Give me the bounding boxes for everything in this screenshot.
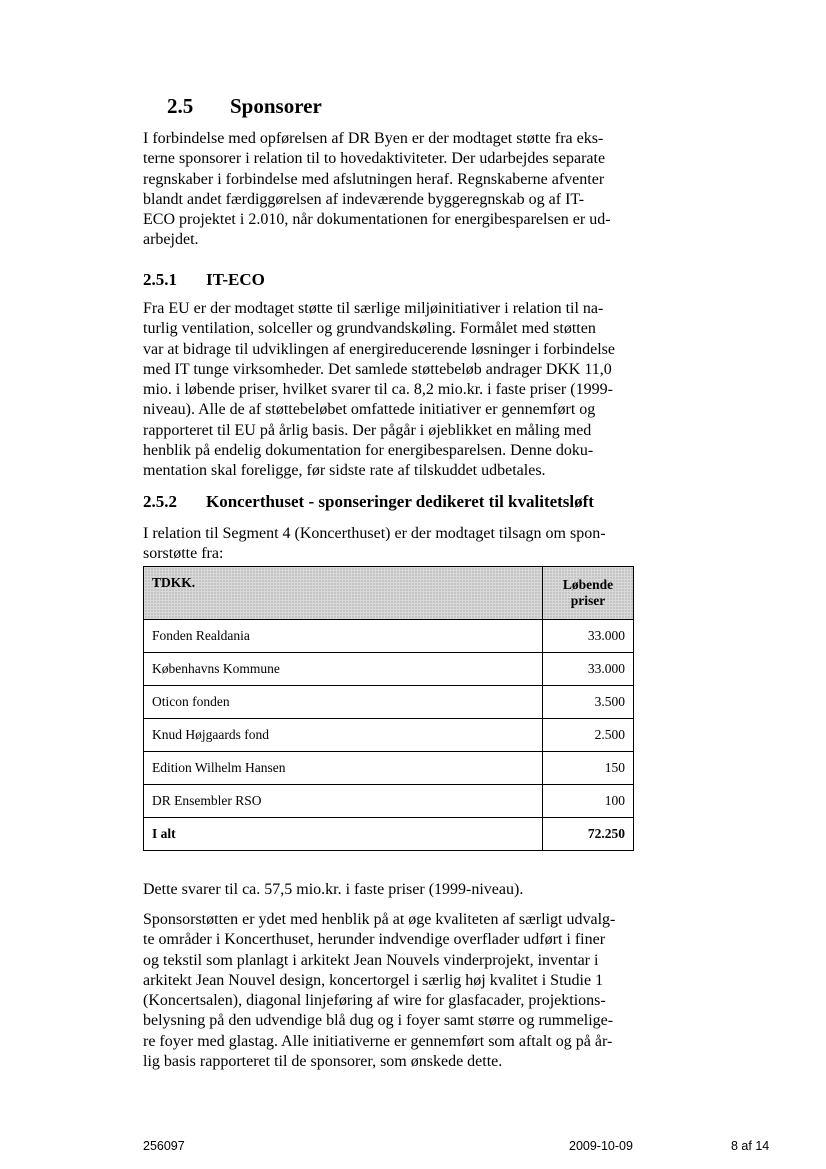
text-line: (Koncertsalen), diagonal linjeføring af wire for glasfacader, projektions- (143, 992, 606, 1010)
text-line: blandt andet færdiggørelsen af indeværende byggeregnskab og af IT- (143, 190, 585, 208)
text-line: I forbindelse med opførelsen af DR Byen er der modtaget støtte fra eks- (143, 130, 604, 147)
sponsor-name: DR Ensembler RSO (144, 785, 543, 818)
header-tdkk: TDKK. (144, 567, 543, 620)
table-header-row (144, 567, 634, 620)
header-value-line: Løbende (562, 577, 614, 592)
sponsor-amount: 3.500 (543, 686, 634, 719)
text-line: belysning på den udvendige blå dug og i foyer samt større og rummelige- (143, 1012, 614, 1030)
footer-doc-number: 256097 (143, 1139, 185, 1153)
table-row (144, 752, 634, 785)
sponsor-amount: 100 (543, 785, 634, 818)
sponsor-name: Oticon fonden (144, 686, 543, 719)
header-loebende-priser (543, 567, 634, 620)
koncerthuset-intro (143, 524, 643, 565)
total-label: I alt (144, 818, 543, 851)
subsection-title: Koncerthuset - sponseringer dedikeret til kvalitetsløft (206, 492, 594, 511)
text-line: var at bidrage til udviklingen af energireducerende løsninger i forbindelse (143, 340, 615, 358)
footer-page-number: 8 af 14 (731, 1139, 770, 1153)
section-heading (167, 94, 322, 119)
total-amount: 72.250 (543, 818, 634, 851)
text-line: re foyer med glastag. Alle initiativerne er gennemført som aftalt og på år- (143, 1032, 613, 1050)
text-line: lig basis rapporteret til de sponsorer, som ønskede dette. (143, 1053, 503, 1071)
subsection-number: 2.5.2 (143, 492, 177, 511)
table-row (144, 719, 634, 752)
sponsor-name: Københavns Kommune (144, 653, 543, 686)
sponsor-amount: 150 (543, 752, 634, 785)
subsection-heading-koncerthuset (143, 492, 594, 512)
text-line: I relation til Segment 4 (Koncerthuset) er der modtaget tilsagn om spon- (143, 525, 606, 542)
text-line: Sponsorstøtten er ydet med henblik på at øge kvaliteten af særligt udvalg- (143, 911, 616, 928)
text-line: Fra EU er der modtaget støtte til særlige miljøinitiativer i relation til na- (143, 300, 604, 317)
sponsor-amount: 33.000 (543, 620, 634, 653)
text-line: med IT tunge virksomheder. Det samlede støttebeløb andrager DKK 11,0 (143, 360, 612, 378)
text-line: mio. i løbende priser, hvilket svarer til ca. 8,2 mio.kr. i faste priser (1999- (143, 381, 613, 399)
closing-paragraph (143, 910, 643, 1072)
text-line: turlig ventilation, solceller og grundvandskøling. Formålet med støtten (143, 320, 596, 338)
header-value-line: priser (570, 593, 606, 608)
section-number: 2.5 (167, 94, 194, 118)
sponsor-table (143, 566, 634, 851)
text-line: terne sponsorer i relation til to hovedaktiviteter. Der udarbejdes separate (143, 150, 606, 168)
text-line: henblik på endelig dokumentation for energibesparelsen. Denne doku- (143, 442, 594, 460)
fixed-price-note (143, 880, 643, 900)
table-row (144, 785, 634, 818)
sponsor-amount: 33.000 (543, 653, 634, 686)
sponsor-name: Fonden Realdania (144, 620, 543, 653)
text-line: arbejdet. (143, 231, 199, 249)
table-row (144, 653, 634, 686)
sponsor-amount: 2.500 (543, 719, 634, 752)
text-line: sorstøtte fra: (143, 545, 224, 563)
text-line: og tekstil som planlagt i arkitekt Jean Nouvels vinderprojekt, inventar i (143, 951, 599, 969)
text-line: arkitekt Jean Nouvel design, koncertorgel i særlig høj kvalitet i Studie 1 (143, 971, 604, 989)
it-eco-paragraph (143, 299, 643, 482)
text-line: regnskaber i forbindelse med afslutningen heraf. Regnskaberne afventer (143, 170, 605, 188)
text-line: ECO projektet i 2.010, når dokumentationen for energibesparelsen er ud- (143, 211, 611, 229)
sponsor-name: Knud Højgaards fond (144, 719, 543, 752)
subsection-heading-it-eco (143, 270, 265, 290)
section-paragraph (143, 129, 643, 251)
text-line: mentation skal foreligge, før sidste rate af tilskuddet udbetales. (143, 462, 546, 480)
text-line: Dette svarer til ca. 57,5 mio.kr. i faste priser (1999-niveau). (143, 881, 524, 898)
text-line: rapporteret til EU på årlig basis. Der pågår i øjeblikket en måling med (143, 421, 592, 439)
subsection-title: IT-ECO (206, 270, 265, 289)
table-row (144, 620, 634, 653)
section-title: Sponsorer (230, 94, 322, 118)
footer-date: 2009-10-09 (569, 1139, 633, 1153)
sponsor-name: Edition Wilhelm Hansen (144, 752, 543, 785)
table-total-row (144, 818, 634, 851)
table-row (144, 686, 634, 719)
subsection-number: 2.5.1 (143, 270, 177, 289)
text-line: niveau). Alle de af støttebeløbet omfattede initiativer er gennemført og (143, 401, 596, 419)
text-line: te områder i Koncerthuset, herunder indvendige overflader udført i finer (143, 931, 606, 949)
